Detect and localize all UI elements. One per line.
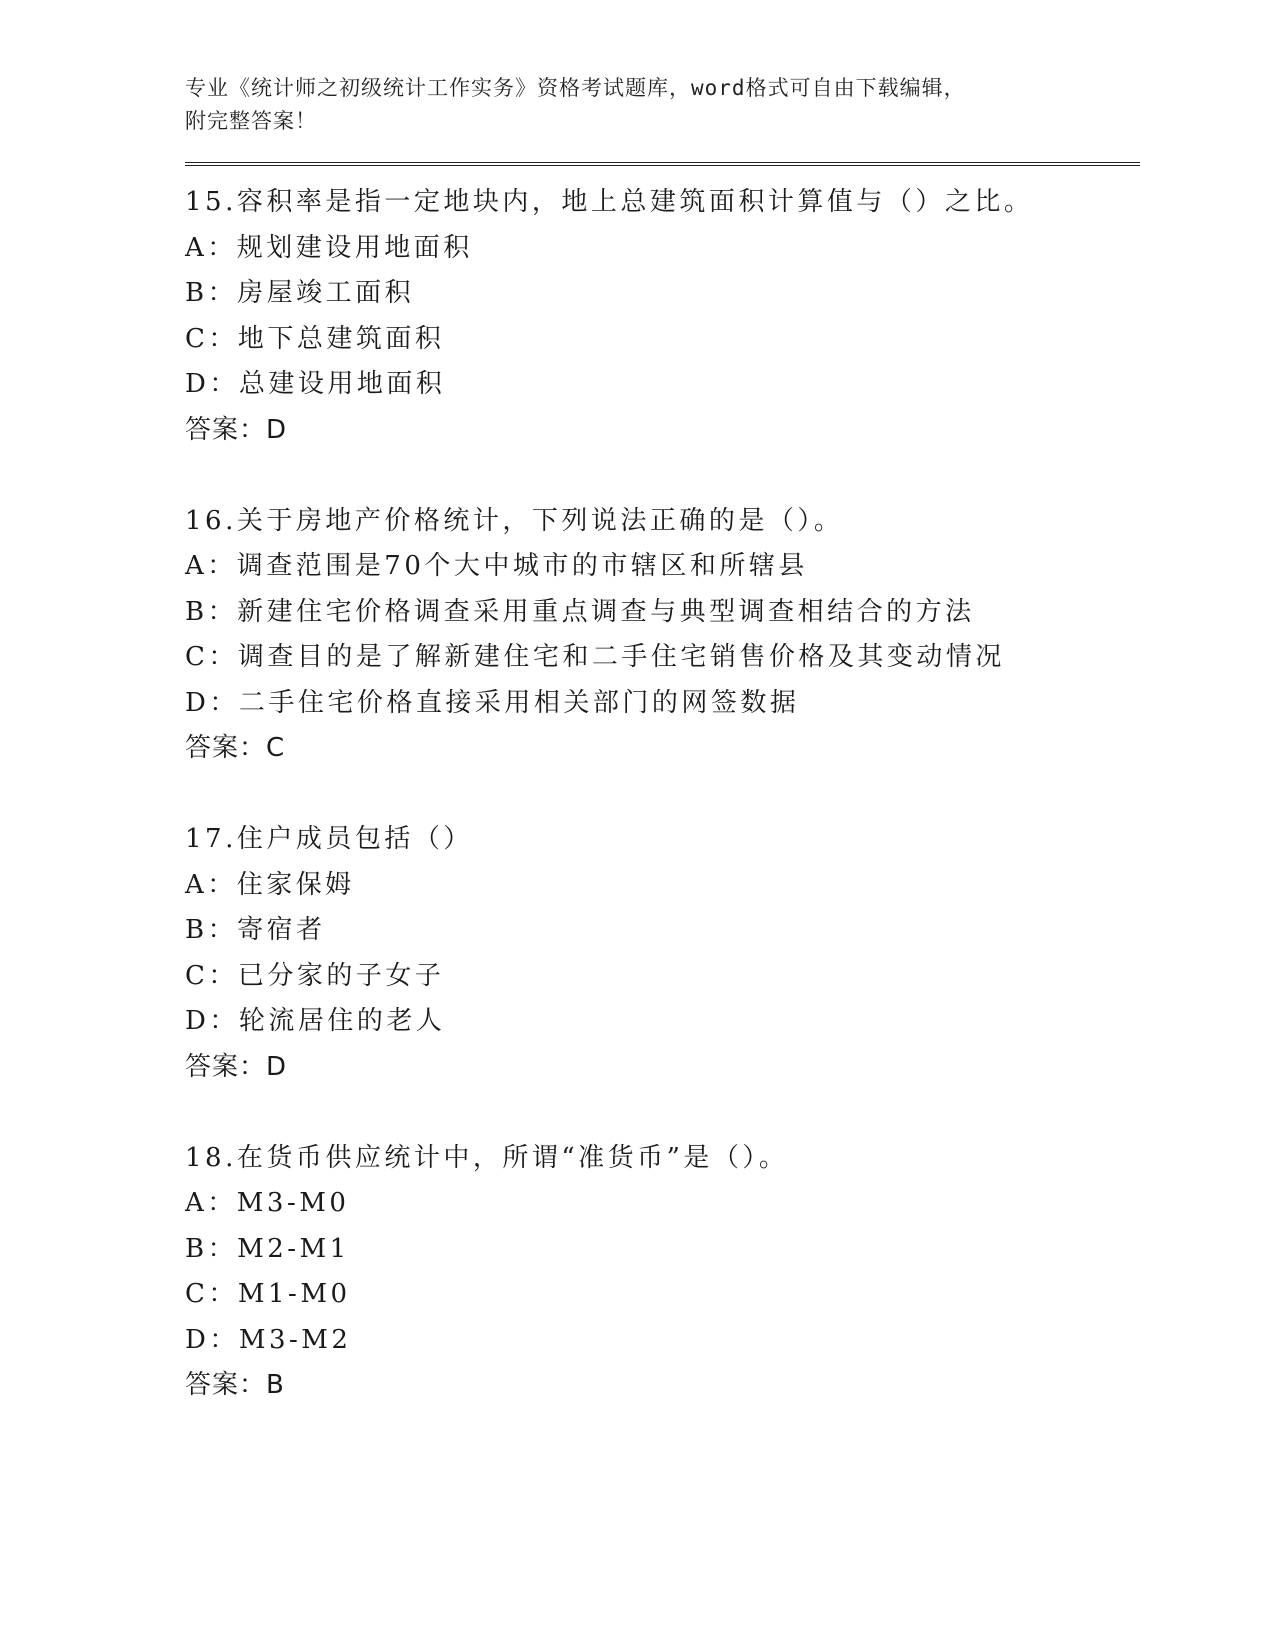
question-stem: 18.在货币供应统计中，所谓“准货币”是（）。	[185, 1142, 789, 1173]
option-c: C：M1-M0	[185, 1279, 351, 1309]
question-17	[185, 817, 1140, 1089]
option-d: D：二手住宅价格直接采用相关部门的网签数据	[185, 687, 800, 718]
option-a: A：住家保姆	[185, 869, 355, 900]
option-d: D：M3-M2	[185, 1324, 352, 1355]
answer: 答案：D	[185, 1051, 288, 1082]
option-b: B：M2-M1	[185, 1233, 350, 1264]
header-line-2: 附完整答案！	[185, 109, 317, 133]
question-stem: 17.住户成员包括（）	[185, 824, 473, 854]
option-b: B：房屋竣工面积	[185, 278, 415, 308]
option-a: A：调查范围是70个大中城市的市辖区和所辖县	[185, 551, 808, 581]
header-line-1: 专业《统计师之初级统计工作实务》资格考试题库，word格式可自由下载编辑，	[185, 76, 966, 100]
question-16	[185, 499, 1140, 771]
option-c: C：地下总建筑面积	[185, 323, 445, 354]
answer: 答案：C	[185, 733, 286, 763]
option-c: C：调查目的是了解新建住宅和二手住宅销售价格及其变动情况	[185, 642, 1005, 672]
double-rule-divider	[185, 162, 1140, 166]
document-page	[185, 72, 1140, 1454]
question-15	[185, 180, 1140, 452]
option-a: A：M3-M0	[185, 1188, 350, 1218]
option-d: D：总建设用地面积	[185, 369, 446, 399]
question-list	[185, 180, 1140, 1407]
answer: 答案：B	[185, 1370, 285, 1400]
answer: 答案：D	[185, 414, 288, 445]
option-c: C：已分家的子女子	[185, 960, 445, 991]
option-a: A：规划建设用地面积	[185, 232, 473, 263]
question-18	[185, 1136, 1140, 1408]
option-b: B：寄宿者	[185, 915, 326, 945]
option-b: B：新建住宅价格调查采用重点调查与典型调查相结合的方法	[185, 596, 975, 627]
question-stem: 16.关于房地产价格统计，下列说法正确的是（）。	[185, 505, 844, 536]
option-d: D：轮流居住的老人	[185, 1006, 446, 1036]
question-stem: 15.容积率是指一定地块内，地上总建筑面积计算值与（）之比。	[185, 187, 1034, 217]
